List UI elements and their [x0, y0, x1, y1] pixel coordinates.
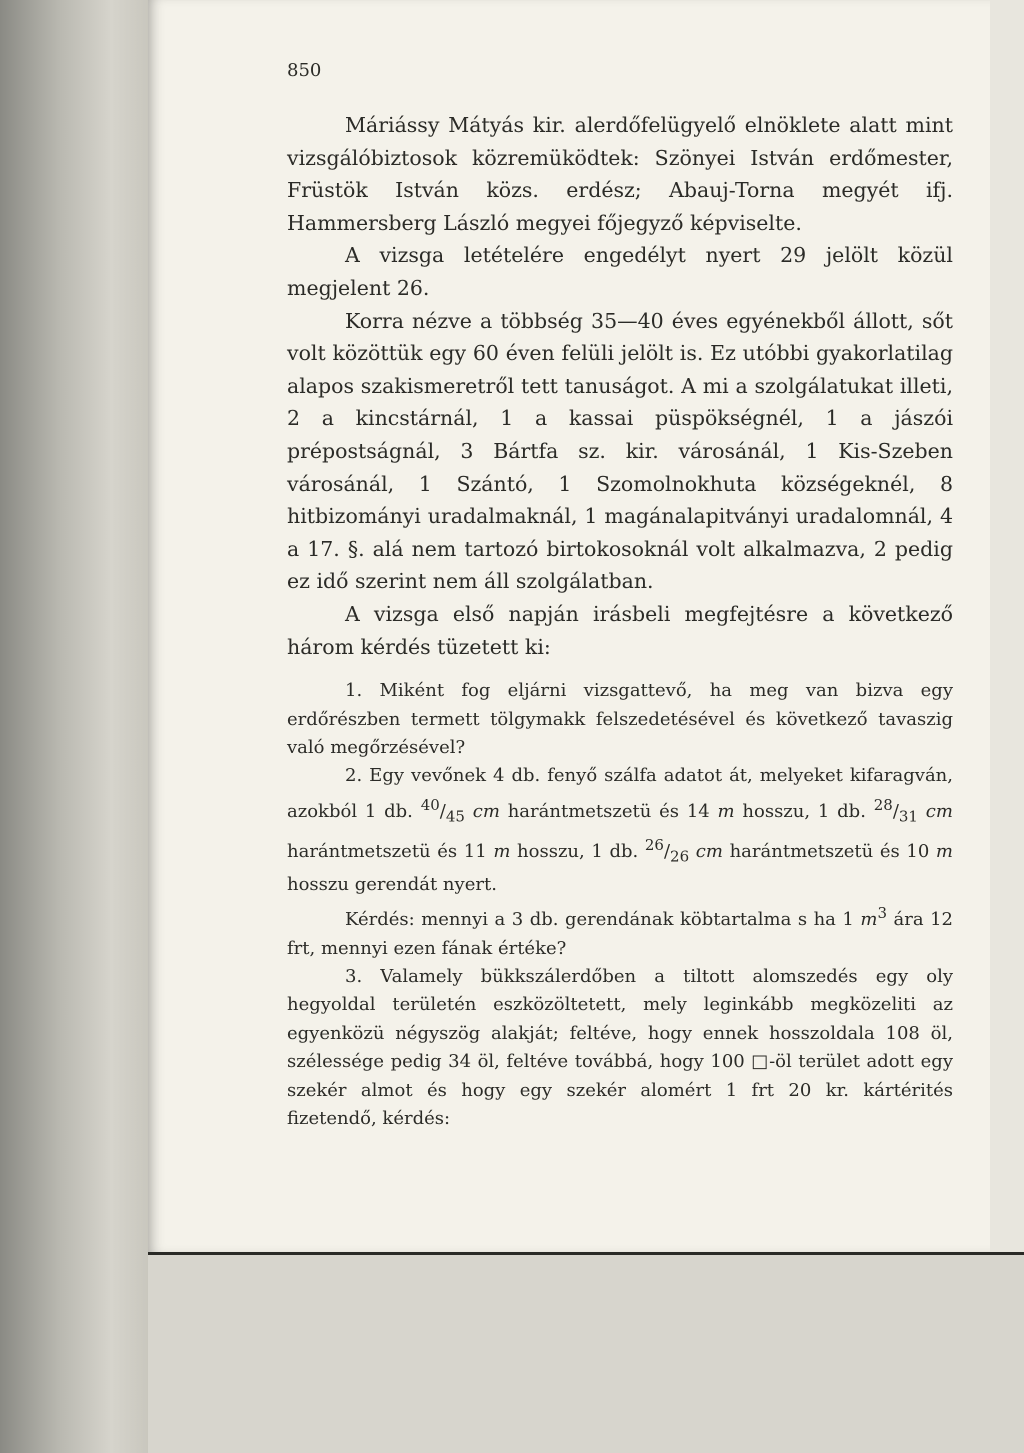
paragraph-examiners: Máriássy Mátyás kir. alerdőfelügyelő elnöklete alatt mint vizsgálóbiztosok közremüködtek: Szönyei István erdőmester, Früstök István közs. erdész; Abauj-Torna megyét ifj. Hammersberg László megyei főjegyző képviselte.	[287, 113, 953, 235]
paragraph-candidates: A vizsga letételére engedélyt nyert 29 jelölt közül megjelent 26.	[287, 243, 953, 300]
paragraph-age: Korra nézve a többség 35—40 éves egyénekből állott, sőt volt közöttük egy 60 éven felüli jelölt is. Ez utóbbi gyakorlatilag alapos szakismeretről tett tanuságot. A mi a szolgálatukat illeti, 2 a kincstárnál, 1 a kassai püspökségnél, 1 a jászói prépostságnál, 3 Bártfa sz. kir. városánál, 1 Kis-Szeben városánál, 1 Szántó, 1 Szomolnokhuta községeknél, 8 hitbizományi uradalmaknál, 1 magánalapitványi uradalomnál, 4 a 17. §. alá nem tartozó birtokosoknál volt alkalmazva, 2 pedig ez idő szerint nem áll szolgálatban.	[287, 308, 953, 594]
question-2-query: Kérdés: mennyi a 3 db. gerendának köbtartalma s ha 1 $m^3$ ára 12 frt, mennyi ezen fának értéke?	[287, 904, 954, 959]
question-2: 2. Egy vevőnek 4 db. fenyő szálfa adatot át, melyeket kifaragván, azokból 1 db. $^{40}/_{45}$ cm harántmetszetü és 14 m hosszu, 1 db. $^{28}/_{31}$ cm harántmetszetü és 11 m hosszu, 1 db. $^{26}/_{26}$ cm harántmetszetü és 10 m hosszu gerendát nyert.	[287, 765, 953, 895]
fraction-numerator: 26	[644, 835, 664, 854]
question-1: 1. Miként fog eljárni vizsgattevő, ha meg van bizva egy erdőrészben termett tölgymakk felszedetésével és következő tavaszig való megőrzésével?	[287, 680, 953, 758]
book-spine	[0, 0, 148, 1453]
fraction-numerator: 28	[873, 795, 893, 814]
page-text	[287, 60, 953, 1133]
body-text	[287, 109, 953, 663]
scan-background	[148, 1255, 1024, 1453]
fraction-denominator: 45	[445, 807, 465, 826]
page-margin-right	[990, 0, 1024, 1252]
question-3: 3. Valamely bükkszálerdőben a tiltott alomszedés egy oly hegyoldal területén eszközöltetett, mely leginkább megközeliti az egyenközü négyszög alakját; feltéve, hogy ennek hosszoldala 108 öl, szélessége pedig 34 öl, feltéve továbbá, hogy 100 □-öl terület adott egy szekér almot és hogy egy szekér alomért 1 frt 20 kr. kártérités fizetendő, kérdés:	[287, 965, 953, 1129]
fraction-numerator: 40	[420, 795, 440, 814]
fraction-denominator: 31	[898, 807, 918, 826]
fraction-denominator: 26	[670, 847, 690, 866]
exam-questions	[287, 677, 953, 1133]
page-number: 850	[287, 60, 322, 81]
paragraph-questions-intro: A vizsga első napján irásbeli megfejtésre a következő három kérdés tüzetett ki:	[287, 601, 953, 659]
